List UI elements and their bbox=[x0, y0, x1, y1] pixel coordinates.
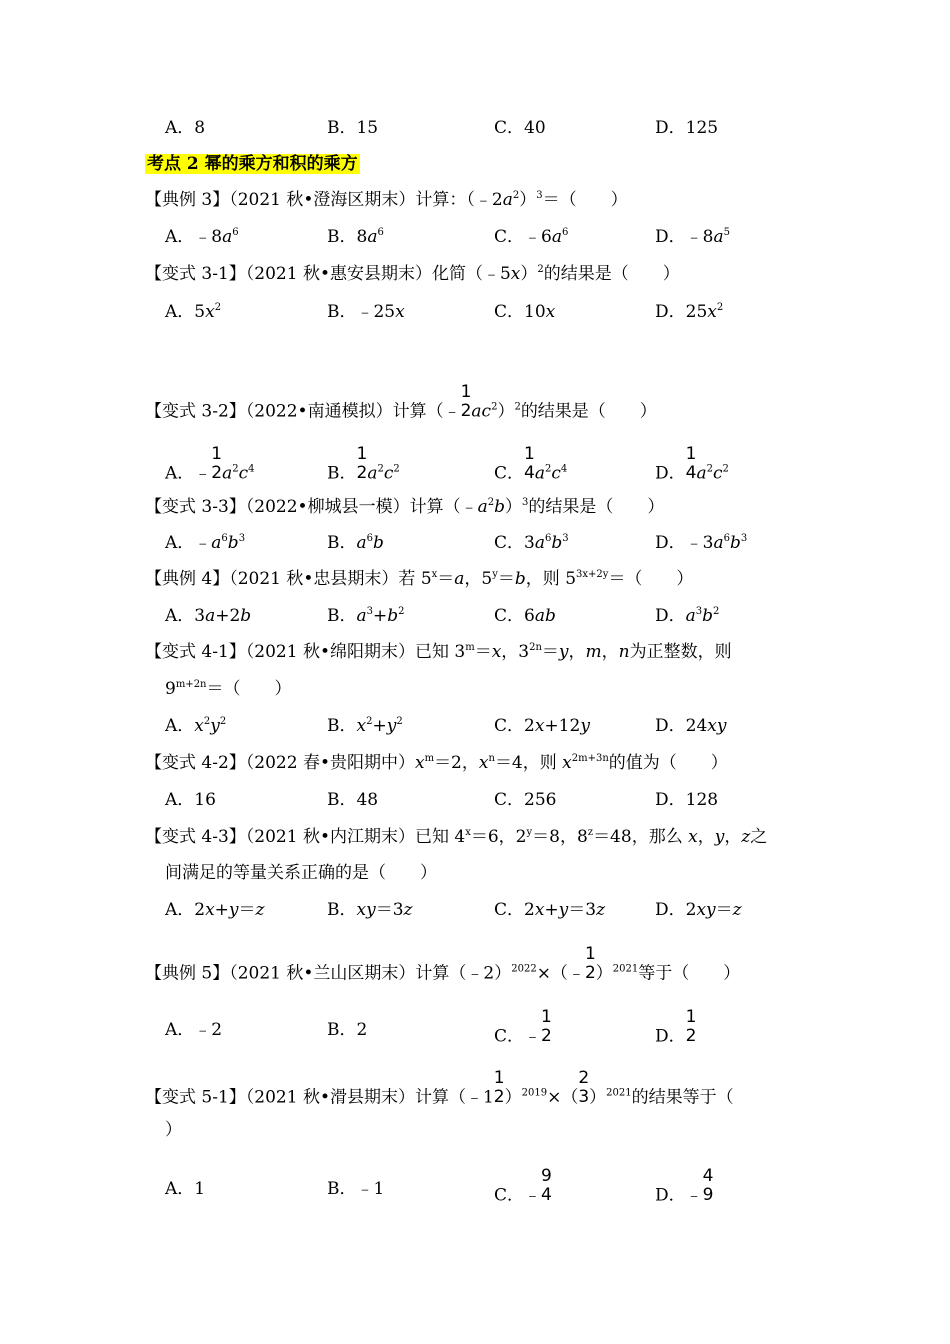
prev-option-d: D．125 bbox=[655, 118, 719, 138]
fraction: 1 2 bbox=[541, 1007, 552, 1046]
fraction: 1 2 bbox=[584, 944, 596, 983]
bs43-option-b: B．xy＝3z bbox=[327, 900, 413, 920]
prev-option-b: B．15 bbox=[327, 118, 379, 138]
dl3-option-a: A．$﹣8a^6$ bbox=[165, 227, 239, 247]
question-bs42: 【变式 4-2】（2022 春•贵阳期中）$x^m=2$，$x^n=4$，则 $x^{2m+3n}$的值为（ ） bbox=[145, 753, 728, 773]
bs41-option-c: C．2x+12y bbox=[494, 716, 590, 736]
fraction: 1 4 bbox=[524, 444, 535, 483]
bs33-option-d: D．$﹣3a^6b^3$ bbox=[655, 533, 748, 553]
prev-option-c: C．40 bbox=[494, 118, 546, 138]
question-bs51: 【变式 5-1】（2021 秋•滑县期末）计算（﹣1 1 2 ）$^{2019}$×（ 2 3 ）$^{2021}$的结果等于（ bbox=[145, 1068, 734, 1108]
bs43-option-a: A．2x+y＝z bbox=[165, 900, 265, 920]
bs42-option-b: B．48 bbox=[327, 790, 379, 810]
bs32-option-c: C． 1 4 $a^2c^4$ bbox=[494, 444, 568, 484]
bs32-option-d: D． 1 4 $a^2c^2$ bbox=[655, 444, 729, 484]
prev-option-a: A．8 bbox=[165, 118, 206, 138]
bs43-option-c: C．2x+y＝3z bbox=[494, 900, 606, 920]
question-bs32: 【变式 3-2】（2022•南通模拟）计算（﹣ 1 2 $ac^2)^2$的结果是（ ） bbox=[145, 382, 657, 422]
dl4-option-a: A．3a+2b bbox=[165, 606, 252, 626]
dl3-option-d: D．$﹣8a^5$ bbox=[655, 227, 730, 247]
question-bs41: 【变式 4-1】（2021 秋•绵阳期末）已知 $3^m=x$，$3^{2n}=y$，m，n为正整数，则 bbox=[145, 642, 732, 662]
dl5-option-b: B．2 bbox=[327, 1020, 368, 1040]
question-bs43: 【变式 4-3】（2021 秋•内江期末）已知 $4^x=6$，$2^y=8$，$8^z=48$，那么 x，y，z之 bbox=[145, 827, 768, 847]
fraction: 1 4 bbox=[685, 444, 697, 483]
question-bs51-line2: ） bbox=[165, 1120, 182, 1140]
question-bs33: 【变式 3-3】（2022•柳城县一模）计算$(﹣a^2b)^3$的结果是（ ） bbox=[145, 497, 665, 517]
dl3-option-b: B．$8a^6$ bbox=[327, 227, 384, 247]
dl4-option-b: B．$a^3+b^2$ bbox=[327, 606, 405, 626]
bs31-option-c: C．10x bbox=[494, 302, 556, 322]
bs41-option-a: A．$x^2y^2$ bbox=[165, 716, 227, 736]
fraction: 1 2 bbox=[356, 444, 368, 483]
section-title: 考点 2 幂的乘方和积的乘方 bbox=[147, 154, 358, 174]
question-dl5: 【典例 5】（2021 秋•兰山区期末）计算（﹣2）$^{2022}$×（﹣ 1 2 ）$^{2021}$等于（ ） bbox=[145, 944, 741, 984]
bs33-option-a: A．$﹣a^6b^3$ bbox=[165, 533, 246, 553]
bs51-option-c: C．﹣ 9 4 bbox=[494, 1166, 552, 1206]
bs33-option-c: C．$3a^6b^3$ bbox=[494, 533, 569, 553]
bs31-option-d: D．$25x^2$ bbox=[655, 302, 724, 322]
bs42-option-d: D．128 bbox=[655, 790, 719, 810]
dl5-option-d: D． 1 2 bbox=[655, 1007, 697, 1047]
fraction: 1 2 bbox=[460, 382, 472, 421]
fraction: 1 2 bbox=[211, 444, 223, 483]
question-dl4: 【典例 4】（2021 秋•忠县期末）若 $5^x=a$，$5^y=b$，则 $5^{3x+2y}=$（ ） bbox=[145, 569, 694, 589]
dl5-option-a: A．﹣2 bbox=[165, 1020, 223, 1040]
fraction: 2 3 bbox=[578, 1068, 590, 1107]
fraction: 9 4 bbox=[541, 1166, 552, 1205]
dl4-option-c: C．6ab bbox=[494, 606, 556, 626]
question-dl3: 【典例 3】（2021 秋•澄海区期末）计算：$(﹣2a^2)^3=$（ ） bbox=[145, 190, 628, 210]
bs51-option-b: B．﹣1 bbox=[327, 1179, 385, 1199]
bs41-option-d: D．24xy bbox=[655, 716, 727, 736]
bs42-option-a: A．16 bbox=[165, 790, 216, 810]
fraction: 1 2 bbox=[493, 1068, 505, 1107]
dl4-option-d: D．$a^3b^2$ bbox=[655, 606, 720, 626]
bs33-option-b: B．$a^6b$ bbox=[327, 533, 384, 553]
bs51-option-d: D．﹣ 4 9 bbox=[655, 1166, 714, 1206]
question-bs31: 【变式 3-1】（2021 秋•惠安县期末）化简（﹣5x）$^2$的结果是（ ） bbox=[145, 264, 680, 284]
fraction: 1 2 bbox=[685, 1007, 697, 1046]
bs51-option-a: A．1 bbox=[165, 1179, 206, 1199]
fraction: 4 9 bbox=[702, 1166, 714, 1205]
bs42-option-c: C．256 bbox=[494, 790, 557, 810]
bs41-option-b: B．$x^2+y^2$ bbox=[327, 716, 403, 736]
bs32-option-a: A．﹣ 1 2 $a^2c^4$ bbox=[165, 444, 255, 484]
bs32-option-b: B． 1 2 $a^2c^2$ bbox=[327, 444, 400, 484]
question-bs43-line2: 间满足的等量关系正确的是（ ） bbox=[165, 863, 437, 883]
dl3-option-c: C．$﹣6a^6$ bbox=[494, 227, 569, 247]
bs43-option-d: D．2xy＝z bbox=[655, 900, 742, 920]
bs31-option-a: A．$5x^2$ bbox=[165, 302, 222, 322]
dl5-option-c: C．﹣ 1 2 bbox=[494, 1007, 552, 1047]
bs31-option-b: B．﹣25x bbox=[327, 302, 405, 322]
question-bs41-line2: $9^{m+2n}=$（ ） bbox=[165, 679, 292, 699]
